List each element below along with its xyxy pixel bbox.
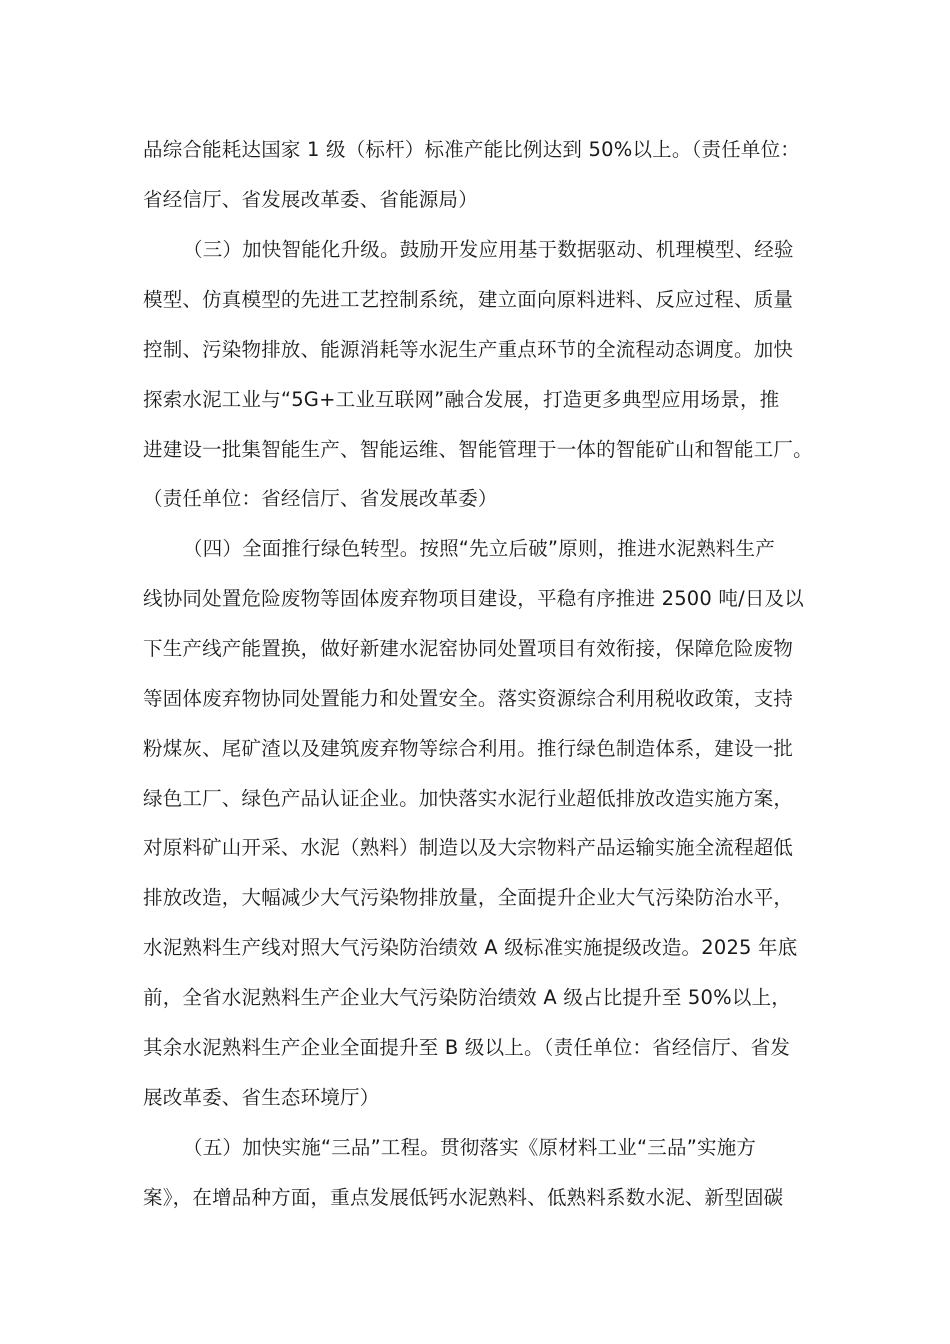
section-heading-5: （五）加快实施“三品”工程。贯彻落实《原材料工业“三品”实施方 [183, 1136, 757, 1159]
text-line: 绿色工厂、绿色产品认证企业。加快落实水泥行业超低排放改造实施方案， [143, 787, 794, 810]
text-line: 排放改造，大幅减少大气污染物排放量，全面提升企业大气污染防治水平， [143, 886, 794, 909]
text-line: 案》，在增品种方面，重点发展低钙水泥熟料、低熟料系数水泥、新型固碳 [143, 1186, 784, 1209]
text-line: 探索水泥工业与“5G+工业互联网”融合发展，打造更多典型应用场景，推 [143, 388, 780, 411]
section-heading-4: （四）全面推行绿色转型。按照“先立后破”原则，推进水泥熟料生产 [183, 537, 775, 560]
text-line: 线协同处置危险废物等固体废弃物项目建设，平稳有序推进 2500 吨/日及以 [143, 587, 804, 610]
text-line: 其余水泥熟料生产企业全面提升至 B 级以上。（责任单位：省经信厅、省发 [143, 1036, 791, 1059]
text-line: 前，全省水泥熟料生产企业大气污染防治绩效 A 级占比提升至 50%以上， [143, 986, 791, 1009]
text-line: 进建设一批集智能生产、智能运维、智能管理于一体的智能矿山和智能工厂。 [143, 438, 813, 461]
text-line: 模型、仿真模型的先进工艺控制系统，建立面向原料进料、反应过程、质量 [143, 288, 794, 311]
text-line: 等固体废弃物协同处置能力和处置安全。落实资源综合利用税收政策，支持 [143, 687, 794, 710]
section-heading-3: （三）加快智能化升级。鼓励开发应用基于数据驱动、机理模型、经验 [183, 238, 794, 261]
text-line: 展改革委、省生态环境厅） [143, 1086, 380, 1109]
text-line: （责任单位：省经信厅、省发展改革委） [143, 487, 498, 510]
text-line: 粉煤灰、尾矿渣以及建筑废弃物等综合利用。推行绿色制造体系，建设一批 [143, 737, 794, 760]
text-line: 省经信厅、省发展改革委、省能源局） [143, 188, 478, 211]
text-line: 水泥熟料生产线对照大气污染防治绩效 A 级标准实施提级改造。2025 年底 [143, 936, 798, 959]
text-line: 下生产线产能置换，做好新建水泥窑协同处置项目有效衔接，保障危险废物 [143, 637, 794, 660]
text-line: 控制、污染物排放、能源消耗等水泥生产重点环节的全流程动态调度。加快 [143, 338, 794, 361]
text-line: 品综合能耗达国家 1 级（标杆）标准产能比例达到 50%以上。（责任单位： [143, 138, 800, 161]
text-line: 对原料矿山开采、水泥（熟料）制造以及大宗物料产品运输实施全流程超低 [143, 836, 794, 859]
